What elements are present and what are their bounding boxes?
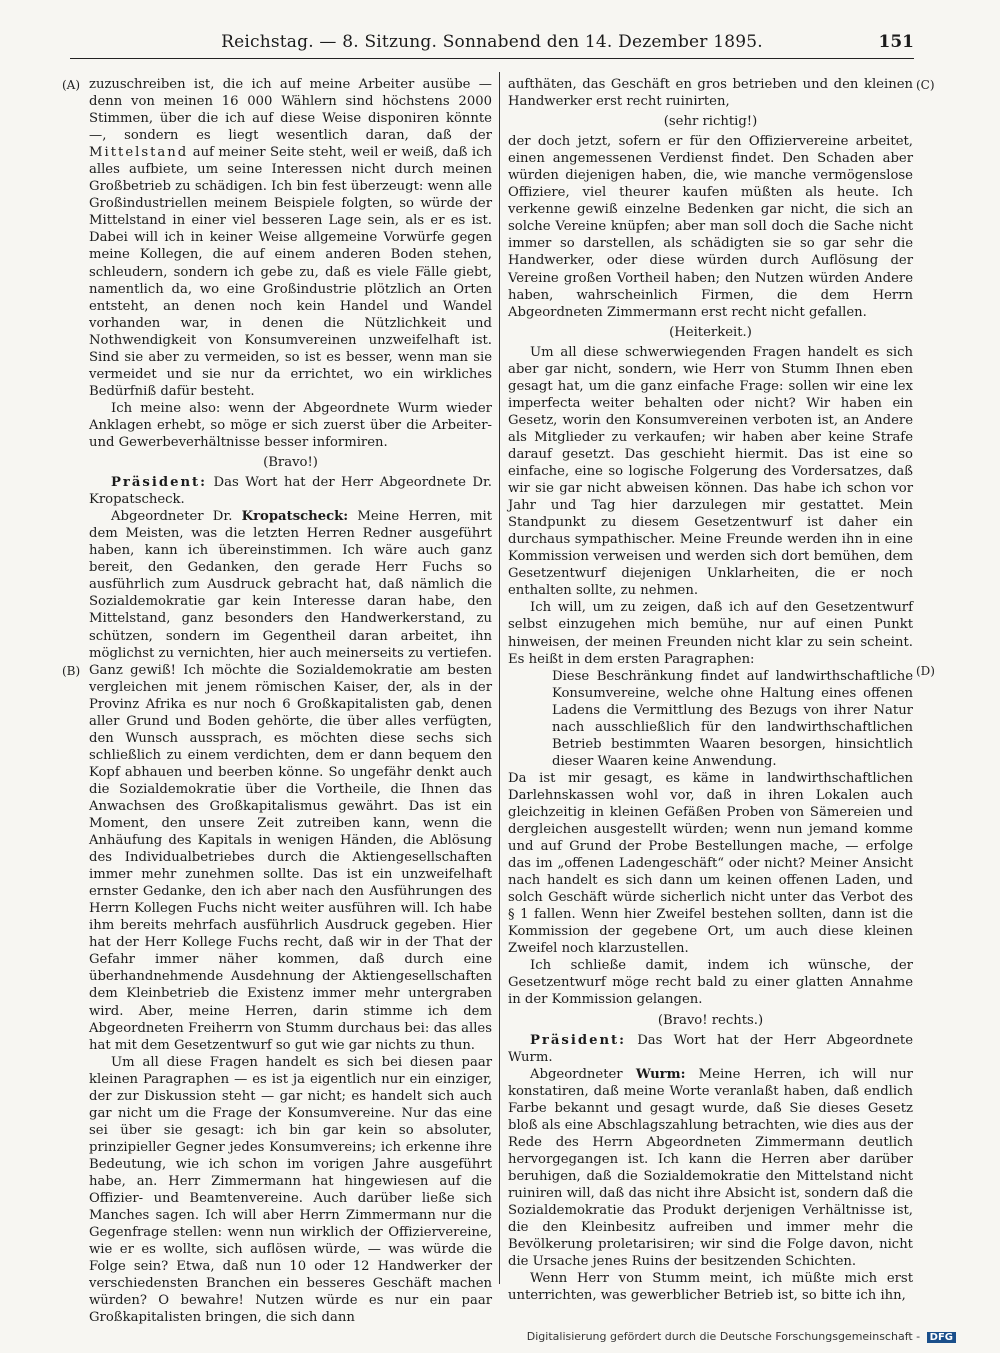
- speech-paragraph: [89, 508, 492, 1054]
- page-header: [70, 28, 914, 59]
- speaker-intro: Abgeordneter: [530, 1066, 623, 1082]
- paragraph: Ich will, um zu zeigen, daß ich auf den Gesetzentwurf selbst einzugehen mich bemühe, nur auf einen Punkt hinweisen, der meinen Freunden nicht klar zu sein scheint. Es heißt in dem ersten Paragraphen:: [508, 600, 913, 667]
- spaced-term: Mittelstand: [89, 145, 189, 161]
- page-number: 151: [878, 32, 914, 52]
- interjection: (Heiterkeit.): [669, 324, 752, 340]
- margin-mark-d: (D): [916, 664, 935, 678]
- text-run: Meine Herren, mit dem Meisten, was die letzten Herren Redner ausgeführt haben, kann ich übereinstimmen. Ich wäre auch ganz bereit, den Gedanken, den gerade Herr Fuchs so ausführlich zum Ausdruck gebracht hat, daß nämlich die Sozialdemokratie gar kein Interesse daran habe, den Mittelstand, ganz besonders den Handwerkerstand, zu schützen, sondern im Gegentheil daran arbeitet, ihn möglichst zu vernichten, hier auch meinerseits zu vertiefen. Ganz gewiß! Ich möchte die Sozialdemokratie am besten vergleichen mit jenem römischen Kaiser, der, als in der Provinz Afrika es nur noch 6 Großkapitalisten gab, denen aller Grund und Boden gehörte, die über alles verfügten, den Wunsch aussprach, es möchten diese sechs sich schließlich zu einem verdichten, dem er dann bequem den Kopf abhauen und beerben könne. So ungefähr denkt auch die Sozialdemokratie über die Vortheile, die Ihnen das Anwachsen des Großkapitalismus gewährt. Das ist ein Moment, den unsere Zeit zutreiben kann, wenn die Anhäufung des Kapitals in wenigen Händen, die Ablösung des Individualbetriebes durch die Aktiengesellschaften immer mehr zunehmen sollte. Das ist ein unzweifelhaft ernster Gedanke, den ich aber nach den Ausführungen des Herrn Kollegen Fuchs nicht weiter ausführen will. Ich habe ihm bereits mehrfach ausführlich Ausdruck gegeben. Hier hat der Herr Kollege Fuchs recht, daß wir in der That der Gefahr immer näher kommen, daß durch eine überhandnehmende Ausdehnung der Aktiengesellschaften dem Kleinbetrieb die Existenz immer mehr untergraben wird. Aber, meine Herren, darin stimme ich dem Abgeordneten Freiherrn von Stumm durchaus bei: das alles hat mit dem Gesetzentwurf so gut wie gar nichts zu thun.: [89, 509, 492, 1053]
- quoted-law-text: Diese Beschränkung findet auf landwirthschaftliche Konsumvereine, welche ohne Haltung eines offenen Ladens die Vermittlung des Bezugs von ihrer Natur nach ausschließlich für den landwirthschaftlichen Betrieb bestimmten Waaren besorgen, hinsichtlich dieser Waaren keine Anwendung.: [552, 668, 913, 769]
- speaker-name: Kropatscheck:: [241, 509, 349, 525]
- header-title: Reichstag. — 8. Sitzung. Sonnabend den 14. Dezember 1895.: [221, 32, 763, 52]
- left-column: [89, 76, 492, 1326]
- paragraph: Wenn Herr von Stumm meint, ich müßte mich erst unterrichten, was gewerblicher Betrieb ist, so bitte ich ihn,: [508, 1271, 913, 1304]
- dfg-logo: DFG: [927, 1332, 956, 1343]
- speaker-paragraph: [508, 1032, 913, 1066]
- speaker-name: Wurm:: [635, 1066, 686, 1082]
- speaker-label: Präsident:: [530, 1032, 627, 1048]
- speaker-intro: Abgeordneter Dr.: [111, 509, 233, 525]
- speaker-paragraph: [89, 474, 492, 508]
- interjection: (sehr richtig!): [663, 114, 758, 130]
- speaker-label: Präsident:: [111, 475, 208, 491]
- text-run: Meine Herren, ich will nur konstatiren, daß meine Worte veranlaßt haben, daß endlich Farbe bekannt und gesagt wurde, daß Sie dieses Gesetz bloß als eine Abschlagszahlung betrachten, wie dies aus der Rede des Herrn Abgeordneten Zimmermann deutlich hervorgegangen ist. Ich kann die Herren aber darüber beruhigen, daß die Sozialdemokratie den Mittelstand nicht ruiniren will, daß das nicht ihre Absicht ist, sondern daß die Sozialdemokratie das Produkt derjenigen Verhältnisse ist, die den Kleinbesitz aufreiben und immer mehr die Bevölkerung proletarisiren; wir sind die Folge davon, nicht die Ursache jenes Ruins der besitzenden Schichten.: [508, 1066, 913, 1270]
- interjection: (Bravo! rechts.): [657, 1012, 764, 1028]
- margin-mark-a: (A): [62, 78, 81, 92]
- digitization-credit: [527, 1330, 956, 1343]
- paragraph: Ich meine also: wenn der Abgeordnete Wurm wieder Anklagen erhebt, so möge er sich zuerst über die Arbeiter- und Gewerbeverhältnisse besser informiren.: [89, 400, 492, 450]
- paragraph: Ich schließe damit, indem ich wünsche, der Gesetzentwurf möge recht bald zu einer glatten Annahme in der Kommission gelangen.: [508, 958, 913, 1008]
- margin-mark-b: (B): [62, 664, 81, 678]
- text-run: auf meiner Seite steht, weil er weiß, daß ich alles aufbiete, um seine Interessen nicht durch meinen Großbetrieb zu schädigen. Ich bin fest überzeugt: wenn alle Großindustriellen meinem Beispiele folgten, so würde der Mittelstand in einer viel besseren Lage sein, als er es ist. Dabei will ich in keiner Weise allgemeine Vorwürfe gegen meine Kollegen, die auf einem anderen Boden stehen, schleudern, sondern ich gebe zu, daß es viele Fälle giebt, namentlich da, wo eine Großindustrie plötzlich an Orten entsteht, an denen noch kein Handel und Wandel vorhanden war, in denen die Nützlichkeit und Nothwendigkeit von Konsumvereinen unzweifelhaft ist. Sind sie aber zu vermeiden, so ist es besser, wenn man sie vermeidet und sie nur da errichtet, wo ein wirkliches Bedürfniß dafür besteht.: [89, 145, 492, 399]
- paragraph: der doch jetzt, sofern er für den Offiziervereine arbeitet, einen angemessenen Verdienst findet. Den Schaden aber würden diejenigen haben, die, wie manche vermögenslose Offiziere, viel theurer kaufen müßten als heute. Ich verkenne gewiß einzelne Bedenken gar nicht, die sich an solche Vereine knüpfen; aber man soll doch die Sache nicht immer so darstellen, als schädigten sie so gar sehr die Handwerker, oder diese würden durch Auflösung der Vereine großen Vortheil haben; den Nutzen würden Andere haben, wahrscheinlich Firmen, die dem Herrn Abgeordneten Zimmermann erst recht nicht gefallen.: [508, 134, 913, 320]
- paragraph: Um all diese schwerwiegenden Fragen handelt es sich aber gar nicht, sondern, wie Herr von Stumm Ihnen eben gesagt hat, um die ganz einfache Frage: sollen wir eine lex imperfecta weiter behalten oder nicht? Wir haben ein Gesetz, worin den Konsumvereinen verboten ist, an Andere als Mitglieder zu verkaufen; wir haben aber keine Strafe darauf gesetzt. Das geschieht hiermit. Das ist eine so einfache, eine so logische Folgerung des Vordersatzes, daß wir sie gar nicht abweisen können. Das habe ich schon vor Jahr und Tag hier darzulegen mir gestattet. Mein Standpunkt zu diesem Gesetzentwurf ist daher ein durchaus sympathischer. Meine Freunde werden ihn in eine Kommission verweisen und werden sich dort bemühen, dem Gesetzentwurf diejenigen Unklarheiten, die er noch enthalten sollte, zu nehmen.: [508, 344, 913, 599]
- paragraph: Um all diese Fragen handelt es sich bei diesen paar kleinen Paragraphen — es ist ja eigentlich nur ein einziger, der zur Diskussion steht — gar nicht; es handelt sich auch gar nicht um die Frage der Konsumvereine. Nur das eine sei über sie gesagt: ich bin gar kein so absoluter, prinzipieller Gegner jedes Konsumvereins; ich erkenne ihre Bedeutung, wie ich schon im vorigen Jahre ausgeführt habe, an. Herr Zimmermann hat hingewiesen auf die Offizier- und Beamtenvereine. Auch darüber ließe sich Manches sagen. Ich will aber Herrn Zimmermann nur die Gegenfrage stellen: wenn nun wirklich der Offiziervereine, wie er es wollte, sich auflösen würde, — was würde die Folge sein? Etwa, daß nun 10 oder 12 Handwerker der verschiedensten Branchen ein besseres Geschäft machen würden? O bewahre! Nutzen würde es nur ein paar Großkapitalisten bringen, die sich dann: [89, 1054, 492, 1326]
- paragraph: aufthäten, das Geschäft en gros betrieben und den kleinen Handwerker erst recht ruinirten,: [508, 77, 913, 110]
- interjection: (Bravo!): [263, 455, 318, 471]
- credit-text: Digitalisierung gefördert durch die Deutsche Forschungsgemeinschaft -: [526, 1330, 921, 1343]
- paragraph: Da ist mir gesagt, es käme in landwirthschaftlichen Darlehnskassen wohl vor, daß in ihren Lokalen auch gleichzeitig in kleinen Gefäßen Proben von Sämereien und dergleichen ausgestellt würden; wenn nun jemand komme und auf Grund der Probe Bestellungen mache, — erfolge das im „offenen Ladengeschäft“ oder nicht? Meiner Ansicht nach handelt es sich dann um keinen offenen Laden, und solch Geschäft würde sicherlich nicht unter das Verbot des § 1 fallen. Wenn hier Zweifel bestehen sollten, dann ist die Kommission der gegebene Ort, um auch diese kleinen Zweifel noch klarzustellen.: [508, 770, 913, 957]
- right-column: [508, 76, 913, 1304]
- column-divider: [499, 72, 500, 1284]
- paragraph: [89, 76, 492, 400]
- speech-paragraph: [508, 1066, 913, 1271]
- text-run: zuzuschreiben ist, die ich auf meine Arbeiter ausübe — denn von meinen 16 000 Wählern sind höchstens 2000 Stimmen, über die ich auf diese Weise disponiren könnte —, sondern es liegt wesentlich daran, daß der: [89, 77, 492, 144]
- text-run: Das Wort hat der Herr Abgeordnete Wurm.: [508, 1032, 913, 1065]
- text-run: Das Wort hat der Herr Abgeordnete Dr. Kropatscheck.: [89, 475, 492, 508]
- margin-mark-c: (C): [916, 78, 935, 92]
